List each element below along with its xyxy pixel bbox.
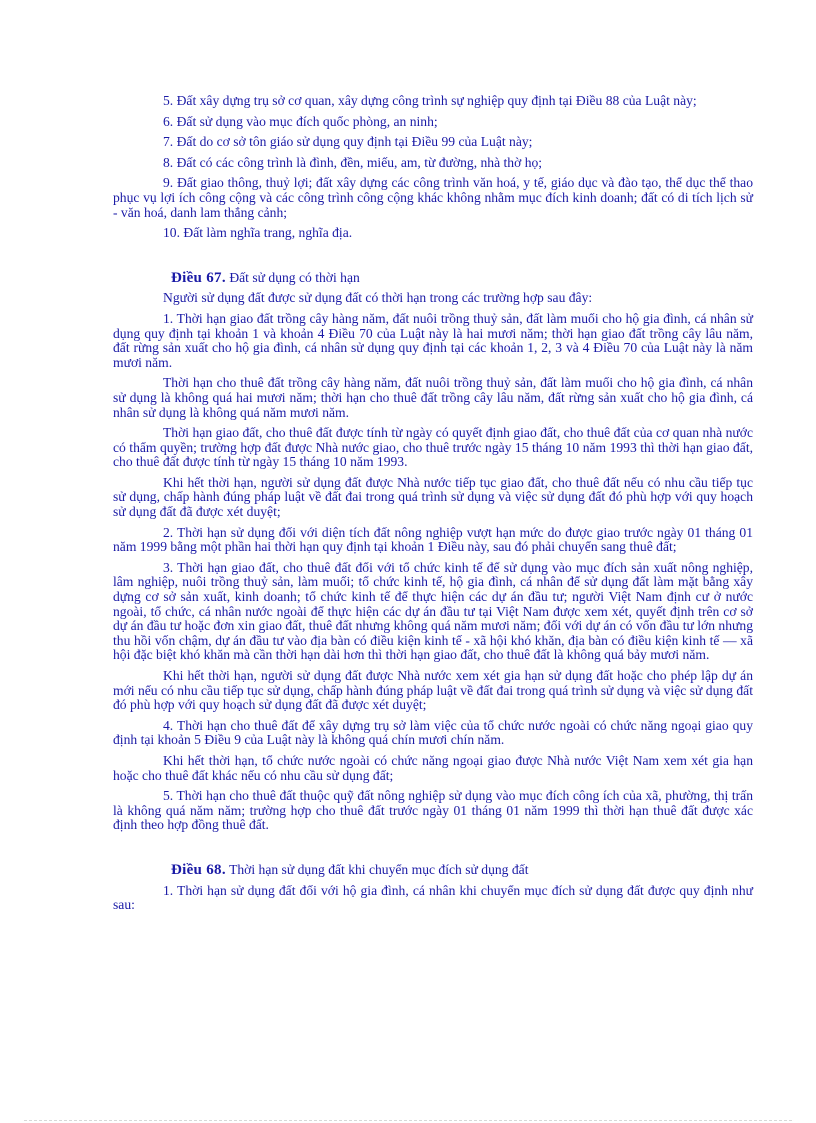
article-67-clause-4-renewal: Khi hết thời hạn, tổ chức nước ngoài có chức năng ngoại giao được Nhà nước Việt Nam xem xét gia hạn hoặc cho thuê đất khác nếu có nhu cầu sử dụng đất; bbox=[113, 752, 753, 783]
document-page bbox=[113, 94, 753, 913]
article-67-clause-4: 4. Thời hạn cho thuê đất để xây dựng trụ sở làm việc của tổ chức nước ngoài có chức năng ngoại giao quy định tại khoản 5 Điều 9 của Luật này là không quá chín mươi chín năm. bbox=[113, 717, 753, 748]
article-67-clause-1: 1. Thời hạn giao đất trồng cây hàng năm, đất nuôi trồng thuỷ sản, đất làm muối cho hộ gia đình, cá nhân sử dụng quy định tại khoản 1 và khoản 4 Điều 70 của Luật này là hai mươi năm; thời hạn giao đất trồng cây lâu năm, đất rừng sản xuất cho hộ gia đình, cá nhân sử dụng quy định tại các khoản 1, 2, 3 và 4 Điều 70 của Luật này là năm mươi năm. bbox=[113, 310, 753, 370]
article-67-number: Điều 67. bbox=[171, 269, 226, 286]
page-bottom-divider bbox=[24, 1120, 792, 1121]
article-67-clause-3-renewal: Khi hết thời hạn, người sử dụng đất được Nhà nước xem xét gia hạn sử dụng đất hoặc cho phép lập dự án mới nếu có nhu cầu tiếp tục sử dụng, chấp hành đúng pháp luật về đất đai trong quá trình sử dụng và việc sử dụng đất đó phù hợp với quy hoạch sử dụng đất đã được xét duyệt; bbox=[113, 668, 753, 713]
article-67-heading bbox=[113, 271, 753, 286]
item-10: 10. Đất làm nghĩa trang, nghĩa địa. bbox=[163, 225, 353, 241]
item-6: 6. Đất sử dụng vào mục đích quốc phòng, an ninh; bbox=[163, 113, 438, 129]
article-68-title: Thời hạn sử dụng đất khi chuyển mục đích sử dụng đất bbox=[229, 861, 529, 877]
article-67-clause-2: 2. Thời hạn sử dụng đối với diện tích đất nông nghiệp vượt hạn mức do được giao trước ngày 01 tháng 01 năm 1999 bằng một phần hai thời hạn quy định tại khoản 1 Điều này, sau đó phải chuyển sang thuê đất; bbox=[113, 524, 753, 555]
item-7: 7. Đất do cơ sở tôn giáo sử dụng quy định tại Điều 99 của Luật này; bbox=[163, 134, 533, 150]
article-67-clause-1-start: Thời hạn giao đất, cho thuê đất được tính từ ngày có quyết định giao đất, cho thuê đất của cơ quan nhà nước có thẩm quyền; trường hợp đất được Nhà nước giao, cho thuê trước ngày 15 tháng 10 năm 1993 thì thời hạn giao đất, cho thuê đất được tính từ ngày 15 tháng 10 năm 1993. bbox=[113, 425, 753, 470]
article-68-number: Điều 68. bbox=[171, 861, 226, 878]
item-9: 9. Đất giao thông, thuỷ lợi; đất xây dựng các công trình văn hoá, y tế, giáo dục và đào tạo, thể dục thể thao phục vụ lợi ích công cộng và các công trình công cộng khác không nhằm mục đích kinh doanh; đất có di tích lịch sử - văn hoá, danh lam thắng cảnh; bbox=[113, 175, 753, 220]
item-8: 8. Đất có các công trình là đình, đền, miếu, am, từ đường, nhà thờ họ; bbox=[163, 154, 543, 170]
item-5: 5. Đất xây dựng trụ sở cơ quan, xây dựng công trình sự nghiệp quy định tại Điều 88 của Luật này; bbox=[163, 93, 697, 108]
article-67-clause-3: 3. Thời hạn giao đất, cho thuê đất đối với tổ chức kinh tế để sử dụng vào mục đích sản xuất nông nghiệp, lâm nghiệp, nuôi trồng thuỷ sản, làm muối; tổ chức kinh tế, hộ gia đình, cá nhân để sử dụng đất làm mặt bằng xây dựng cơ sở sản xuất, kinh doanh; tổ chức kinh tế để thực hiện các dự án đầu tư; người Việt Nam định cư ở nước ngoài, tổ chức, cá nhân nước ngoài để thực hiện các dự án đầu tư tại Việt Nam được xem xét, quyết định trên cơ sở dự án đầu tư hoặc đơn xin giao đất, thuê đất nhưng không quá năm mươi năm; đối với dự án có vốn đầu tư lớn nhưng thu hồi vốn chậm, dự án đầu tư vào địa bàn có điều kiện kinh tế - xã hội khó khăn, địa bàn có điều kiện kinh tế — xã hội đặc biệt khó khăn mà cần thời hạn dài hơn thì thời hạn giao đất, cho thuê đất là không quá bảy mươi năm. bbox=[113, 559, 753, 663]
article-68-clause-1: 1. Thời hạn sử dụng đất đối với hộ gia đình, cá nhân khi chuyển mục đích sử dụng đất được quy định như sau: bbox=[113, 882, 753, 913]
article-67-clause-1-lease: Thời hạn cho thuê đất trồng cây hàng năm, đất nuôi trồng thuỷ sản, đất làm muối cho hộ gia đình, cá nhân sử dụng là không quá hai mươi năm; thời hạn cho thuê đất trồng cây lâu năm, đất rừng sản xuất cho hộ gia đình, cá nhân sử dụng là không quá năm mươi năm. bbox=[113, 375, 753, 420]
article-67-clause-1-renewal: Khi hết thời hạn, người sử dụng đất được Nhà nước tiếp tục giao đất, cho thuê đất nếu có nhu cầu tiếp tục sử dụng, chấp hành đúng pháp luật về đất đai trong quá trình sử dụng và việc sử dụng đất đó phù hợp với quy hoạch sử dụng đất đã được xét duyệt; bbox=[113, 474, 753, 520]
article-67-intro: Người sử dụng đất được sử dụng đất có thời hạn trong các trường hợp sau đây: bbox=[163, 290, 593, 306]
article-67-title: Đất sử dụng có thời hạn bbox=[229, 269, 360, 285]
article-67-clause-5: 5. Thời hạn cho thuê đất thuộc quỹ đất nông nghiệp sử dụng vào mục đích công ích của xã, phường, thị trấn là không quá năm năm; trường hợp cho thuê đất trước ngày 01 tháng 01 năm 1999 thì thời hạn thuê đất được xác định theo hợp đồng thuê đất. bbox=[113, 788, 753, 833]
article-68-heading bbox=[113, 863, 753, 878]
